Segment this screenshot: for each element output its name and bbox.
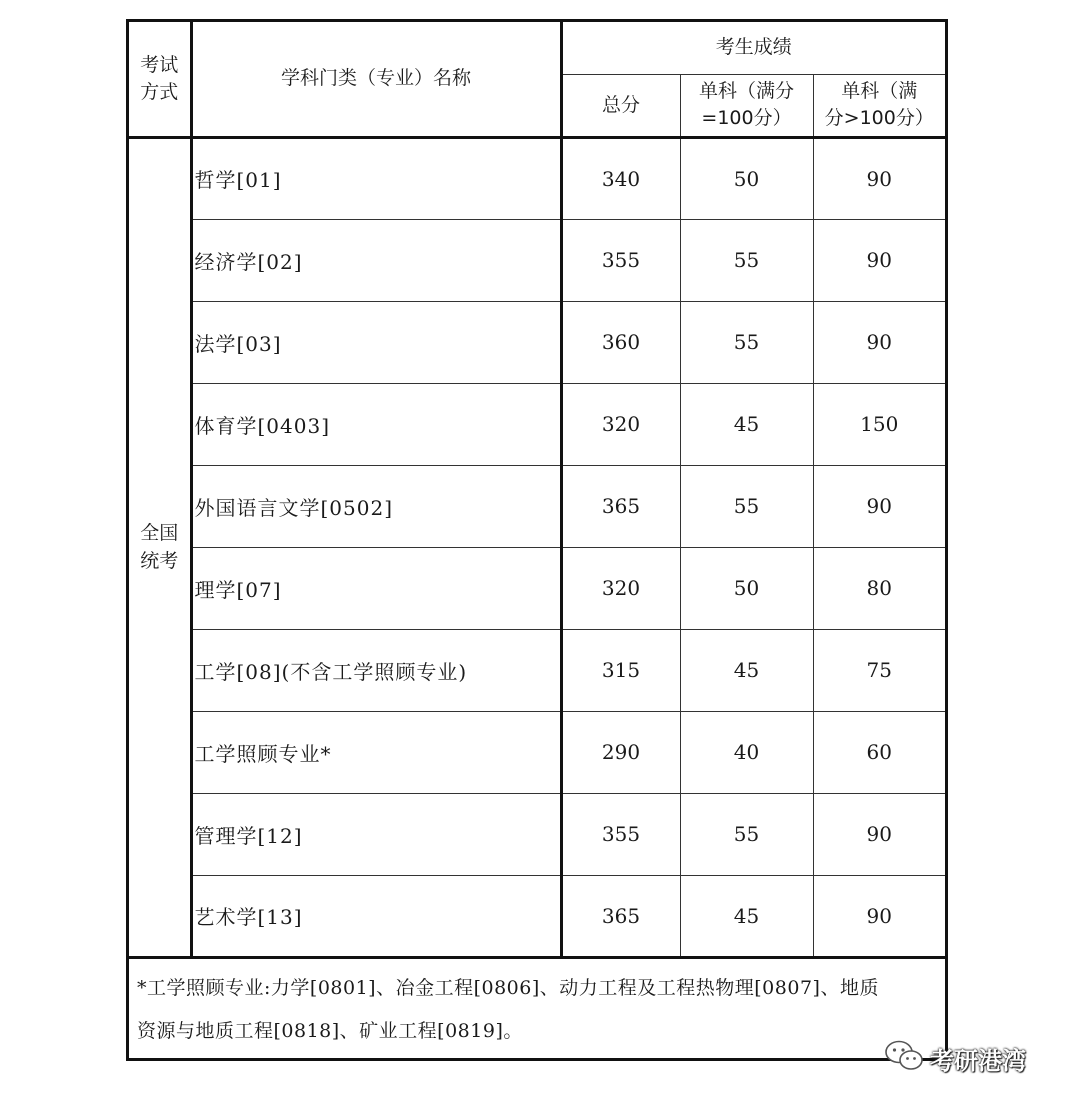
- subject-cell: 体育学[0403]: [191, 383, 561, 465]
- header-method-line2: 方式: [140, 80, 179, 103]
- table-row: [129, 547, 945, 629]
- table-row: [129, 219, 945, 301]
- table-row: [129, 137, 945, 219]
- table-row: [129, 465, 945, 547]
- wechat-icon: [884, 1039, 924, 1077]
- header-single-100-line2: =100分）: [701, 107, 792, 129]
- total-cell: 320: [561, 547, 680, 629]
- watermark-text: 考研港湾: [930, 1046, 1026, 1075]
- header-single-over-100-line1: 单科（满: [841, 80, 918, 102]
- footnote-line2: 资源与地质工程[0818]、矿业工程[0819]。: [137, 1020, 523, 1042]
- header-total-label: 总分: [601, 93, 640, 116]
- exam-method-cell: [129, 137, 191, 957]
- single-100-cell: 40: [680, 711, 813, 793]
- header-scores-label: 考生成绩: [715, 36, 792, 59]
- subject-cell: 工学[08](不含工学照顾专业): [191, 629, 561, 711]
- single-100-cell: 45: [680, 383, 813, 465]
- single-100-cell: 55: [680, 465, 813, 547]
- watermark: [884, 1038, 1026, 1078]
- total-cell: 315: [561, 629, 680, 711]
- single-100-cell: 55: [680, 219, 813, 301]
- score-table-frame: [126, 19, 948, 1061]
- table-row: [129, 711, 945, 793]
- subject-cell: 艺术学[13]: [191, 875, 561, 957]
- single-over-100-cell: 150: [813, 383, 945, 465]
- header-scores: [561, 22, 945, 74]
- header-method: [129, 22, 191, 137]
- score-table: [129, 22, 945, 959]
- header-subject-label: 学科门类（专业）名称: [280, 67, 471, 90]
- table-row: [129, 875, 945, 957]
- total-cell: 355: [561, 793, 680, 875]
- single-over-100-cell: 60: [813, 711, 945, 793]
- single-100-cell: 55: [680, 793, 813, 875]
- total-cell: 360: [561, 301, 680, 383]
- header-single-over-100-line2: 分>100分）: [824, 107, 934, 129]
- header-subject: [191, 22, 561, 137]
- subject-cell: 哲学[01]: [191, 137, 561, 219]
- table-row: [129, 793, 945, 875]
- header-single-over-100: [813, 74, 945, 137]
- total-cell: 290: [561, 711, 680, 793]
- subject-cell: 经济学[02]: [191, 219, 561, 301]
- single-over-100-cell: 90: [813, 301, 945, 383]
- subject-cell: 理学[07]: [191, 547, 561, 629]
- subject-cell: 工学照顾专业*: [191, 711, 561, 793]
- footnote-line1: *工学照顾专业:力学[0801]、冶金工程[0806]、动力工程及工程热物理[0807]、地质: [137, 977, 879, 999]
- total-cell: 365: [561, 875, 680, 957]
- total-cell: 355: [561, 219, 680, 301]
- single-over-100-cell: 90: [813, 219, 945, 301]
- footnote: [137, 967, 943, 1053]
- single-100-cell: 45: [680, 875, 813, 957]
- table-row: [129, 629, 945, 711]
- header-row-1: [129, 22, 945, 74]
- single-100-cell: 50: [680, 137, 813, 219]
- single-over-100-cell: 90: [813, 465, 945, 547]
- total-cell: 320: [561, 383, 680, 465]
- single-over-100-cell: 80: [813, 547, 945, 629]
- single-100-cell: 50: [680, 547, 813, 629]
- subject-cell: 法学[03]: [191, 301, 561, 383]
- total-cell: 340: [561, 137, 680, 219]
- header-single-100: [680, 74, 813, 137]
- header-total: [561, 74, 680, 137]
- header-single-100-line1: 单科（满分: [698, 80, 794, 102]
- single-100-cell: 55: [680, 301, 813, 383]
- single-100-cell: 45: [680, 629, 813, 711]
- subject-cell: 管理学[12]: [191, 793, 561, 875]
- table-row: [129, 301, 945, 383]
- table-row: [129, 383, 945, 465]
- header-method-line1: 考试: [140, 53, 179, 76]
- single-over-100-cell: 90: [813, 875, 945, 957]
- single-over-100-cell: 90: [813, 793, 945, 875]
- exam-method-line1: 全国: [140, 522, 179, 544]
- total-cell: 365: [561, 465, 680, 547]
- single-over-100-cell: 90: [813, 137, 945, 219]
- single-over-100-cell: 75: [813, 629, 945, 711]
- exam-method-line2: 统考: [140, 550, 179, 572]
- subject-cell: 外国语言文学[0502]: [191, 465, 561, 547]
